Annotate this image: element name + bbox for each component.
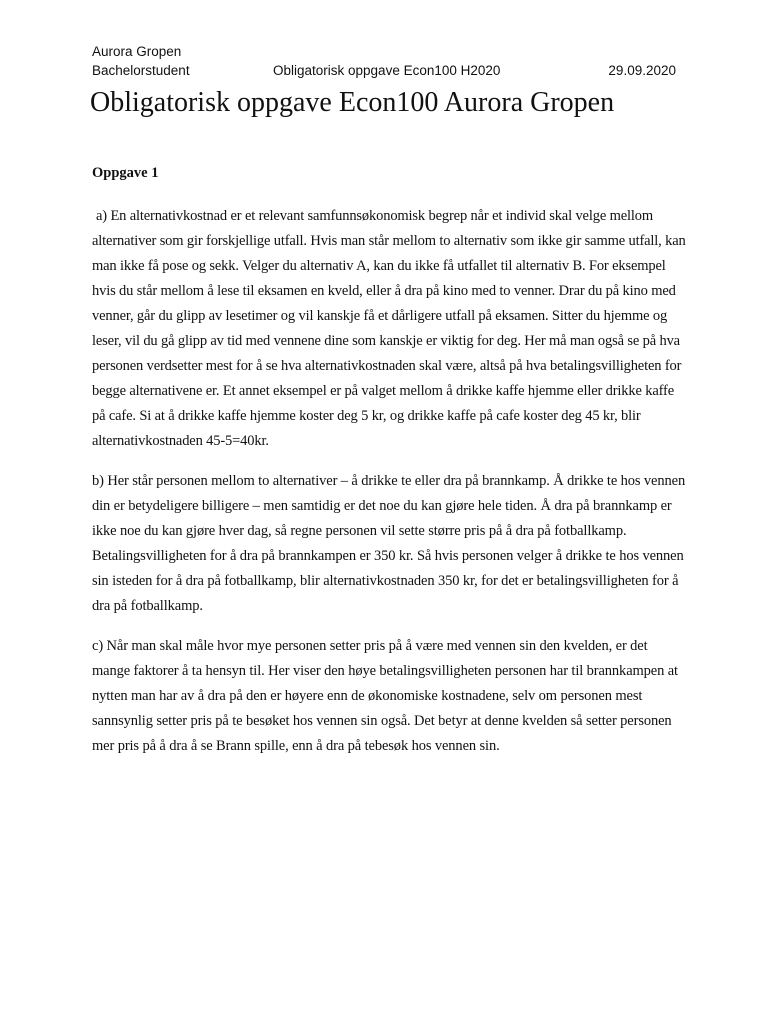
- header-date: 29.09.2020: [608, 63, 676, 78]
- document-title: Obligatorisk oppgave Econ100 Aurora Gropen: [90, 87, 615, 118]
- header-row-author: [92, 42, 712, 61]
- header-course: Obligatorisk oppgave Econ100 H2020: [273, 63, 501, 78]
- header-author: Aurora Gropen: [92, 44, 182, 59]
- header-row-details: [92, 61, 712, 80]
- page-header: [92, 42, 712, 80]
- paragraph-c: c) Når man skal måle hvor mye personen setter pris på å være med vennen sin den kvelden, er det mange faktorer å ta hensyn til. Her viser den høye betalingsvilligheten personen har til brannkampen at nytten man har av å dra på den er høyere enn de økonomiske kostnadene, selv om personen mest sannsynlig setter pris på te besøket hos vennen sin også. Det betyr at denne kvelden så setter personen mer pris på å dra å se Brann spille, enn å dra på tebesøk hos vennen sin.: [92, 638, 678, 754]
- header-role: Bachelorstudent: [92, 63, 190, 78]
- section-heading: Oppgave 1: [92, 165, 159, 181]
- section-body: [92, 204, 686, 774]
- paragraph-a: a) En alternativkostnad er et relevant samfunnsøkonomisk begrep når et individ skal velge mellom alternativer som gir forskjellige utfall. Hvis man står mellom to alternativ som ikke gir samme utfall, kan man ikke få pose og sekk. Velger du alternativ A, kan du ikke få utfallet til alternativ B. For eksempel hvis du står mellom å lese til eksamen en kveld, eller å dra på kino med to venner. Drar du på kino med venner, går du glipp av lesetimer og vil kanskje få et dårligere utfall på eksamen. Sitter du hjemme og leser, vil du gå glipp av tid med vennene dine som kanskje er viktig for deg. Her må man også se på hva personen verdsetter mest for å se hva alternativkostnaden skal være, altså på hva betalingsvilligheten for begge alternativene er. Et annet eksempel er på valget mellom å drikke kaffe hjemme eller drikke kaffe på cafe. Si at å drikke kaffe hjemme koster deg 5 kr, og drikke kaffe på cafe koster deg 45 kr, blir alternativkostnaden 45-5=40kr.: [92, 208, 686, 449]
- paragraph-b: b) Her står personen mellom to alternativer – å drikke te eller dra på brannkamp. Å drikke te hos vennen din er betydeligere billigere – men samtidig er det noe du kan gjøre hele tiden. Å dra på brannkamp er ikke noe du kan gjøre hver dag, så regne personen vil sette større pris på å dra på fotballkamp. Betalingsvilligheten for å dra på brannkampen er 350 kr. Så hvis personen velger å drikke te hos vennen sin isteden for å dra på fotballkamp, blir alternativkostnaden 350 kr, for det er betalingsvilligheten for å dra på fotballkamp.: [92, 473, 686, 614]
